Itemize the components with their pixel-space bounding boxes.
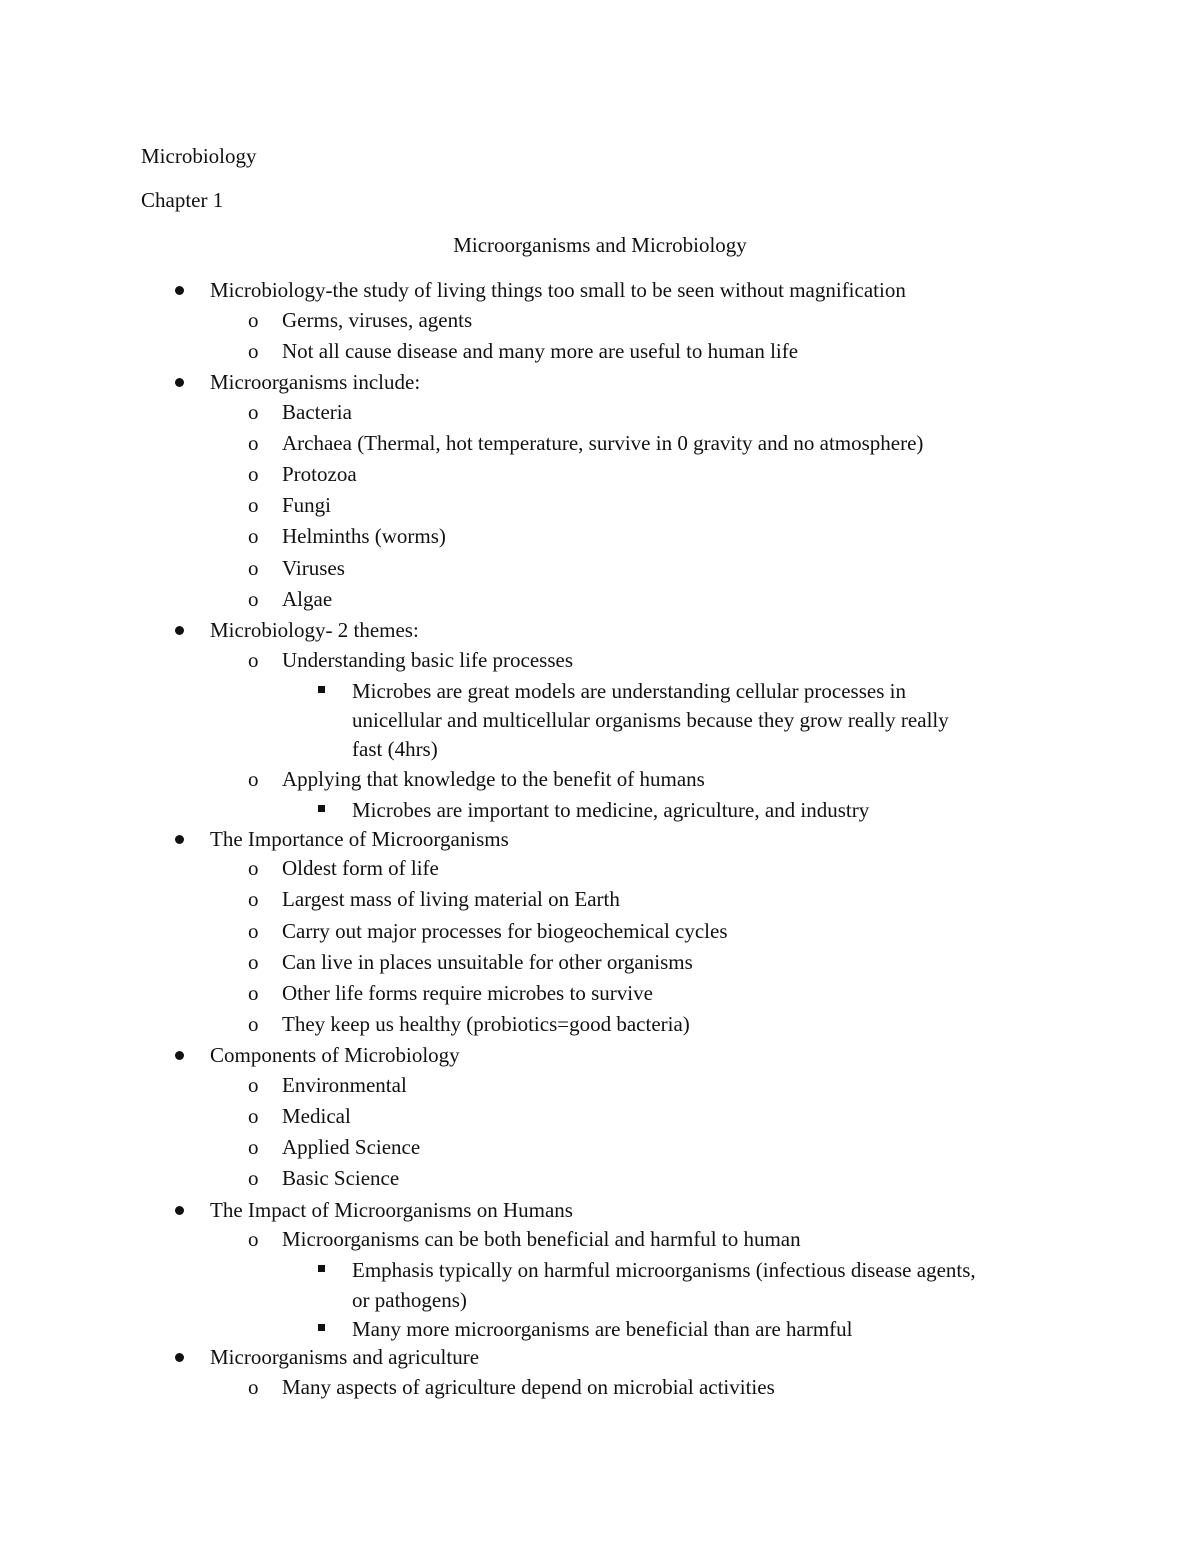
list-item: Microorganisms can be both beneficial and harmful to human <box>282 1227 801 1251</box>
bullet-icon <box>175 1051 184 1060</box>
list-item: Microorganisms include: <box>210 370 421 394</box>
list-item: Largest mass of living material on Earth <box>282 887 620 911</box>
list-item: Microbiology-the study of living things too small to be seen without magnification <box>210 278 906 302</box>
list-item: Fungi <box>282 493 332 517</box>
list-item-continuation: or pathogens) <box>352 1288 467 1312</box>
list-item: The Impact of Microorganisms on Humans <box>210 1198 573 1222</box>
circle-bullet-icon: o <box>248 1073 259 1097</box>
list-item: Algae <box>282 587 333 611</box>
list-item: Archaea (Thermal, hot temperature, survive in 0 gravity and no atmosphere) <box>282 431 924 455</box>
list-item: Viruses <box>282 556 345 580</box>
circle-bullet-icon: o <box>248 462 259 486</box>
circle-bullet-icon: o <box>248 767 259 791</box>
circle-bullet-icon: o <box>248 339 259 363</box>
list-item-continuation: fast (4hrs) <box>352 737 438 761</box>
circle-bullet-icon: o <box>248 400 259 424</box>
list-item: Microorganisms and agriculture <box>210 1345 480 1369</box>
list-item: Bacteria <box>282 400 352 424</box>
list-item: Environmental <box>282 1073 407 1097</box>
circle-bullet-icon: o <box>248 1375 259 1399</box>
bullet-icon <box>175 286 184 295</box>
circle-bullet-icon: o <box>248 1104 259 1128</box>
list-item: Protozoa <box>282 462 357 486</box>
list-item: Other life forms require microbes to survive <box>282 981 653 1005</box>
circle-bullet-icon: o <box>248 856 259 880</box>
document-title: Microbiology <box>141 144 257 168</box>
circle-bullet-icon: o <box>248 887 259 911</box>
circle-bullet-icon: o <box>248 556 259 580</box>
circle-bullet-icon: o <box>248 950 259 974</box>
list-item: Understanding basic life processes <box>282 648 573 672</box>
circle-bullet-icon: o <box>248 493 259 517</box>
list-item: Not all cause disease and many more are useful to human life <box>282 339 799 363</box>
square-bullet-icon <box>318 1324 325 1331</box>
circle-bullet-icon: o <box>248 524 259 548</box>
chapter-label: Chapter 1 <box>141 188 224 212</box>
list-item: Applying that knowledge to the benefit of humans <box>282 767 705 791</box>
circle-bullet-icon: o <box>248 648 259 672</box>
list-item: Emphasis typically on harmful microorganisms (infectious disease agents, <box>352 1258 976 1282</box>
circle-bullet-icon: o <box>248 919 259 943</box>
square-bullet-icon <box>318 686 325 693</box>
circle-bullet-icon: o <box>248 981 259 1005</box>
square-bullet-icon <box>318 805 325 812</box>
list-item: Can live in places unsuitable for other organisms <box>282 950 693 974</box>
bullet-icon <box>175 1353 184 1362</box>
circle-bullet-icon: o <box>248 431 259 455</box>
circle-bullet-icon: o <box>248 1166 259 1190</box>
circle-bullet-icon: o <box>248 1227 259 1251</box>
list-item: Many more microorganisms are beneficial than are harmful <box>352 1317 853 1341</box>
list-item: Components of Microbiology <box>210 1043 460 1067</box>
square-bullet-icon <box>318 1265 325 1272</box>
list-item: The Importance of Microorganisms <box>210 827 509 851</box>
list-item: Microbes are important to medicine, agriculture, and industry <box>352 798 870 822</box>
list-item: Basic Science <box>282 1166 400 1190</box>
circle-bullet-icon: o <box>248 1135 259 1159</box>
bullet-icon <box>175 835 184 844</box>
bullet-icon <box>175 1206 184 1215</box>
list-item: Many aspects of agriculture depend on microbial activities <box>282 1375 775 1399</box>
list-item: Microbiology- 2 themes: <box>210 618 419 642</box>
list-item: Microbes are great models are understanding cellular processes in <box>352 679 906 703</box>
list-item-continuation: unicellular and multicellular organisms because they grow really really <box>352 708 949 732</box>
bullet-icon <box>175 626 184 635</box>
list-item: Medical <box>282 1104 351 1128</box>
circle-bullet-icon: o <box>248 308 259 332</box>
list-item: Oldest form of life <box>282 856 439 880</box>
list-item: They keep us healthy (probiotics=good bacteria) <box>282 1012 690 1036</box>
list-item: Carry out major processes for biogeochemical cycles <box>282 919 728 943</box>
bullet-icon <box>175 378 184 387</box>
section-heading: Microorganisms and Microbiology <box>453 233 747 257</box>
circle-bullet-icon: o <box>248 1012 259 1036</box>
list-item: Helminths (worms) <box>282 524 446 548</box>
list-item: Germs, viruses, agents <box>282 308 473 332</box>
circle-bullet-icon: o <box>248 587 259 611</box>
list-item: Applied Science <box>282 1135 421 1159</box>
